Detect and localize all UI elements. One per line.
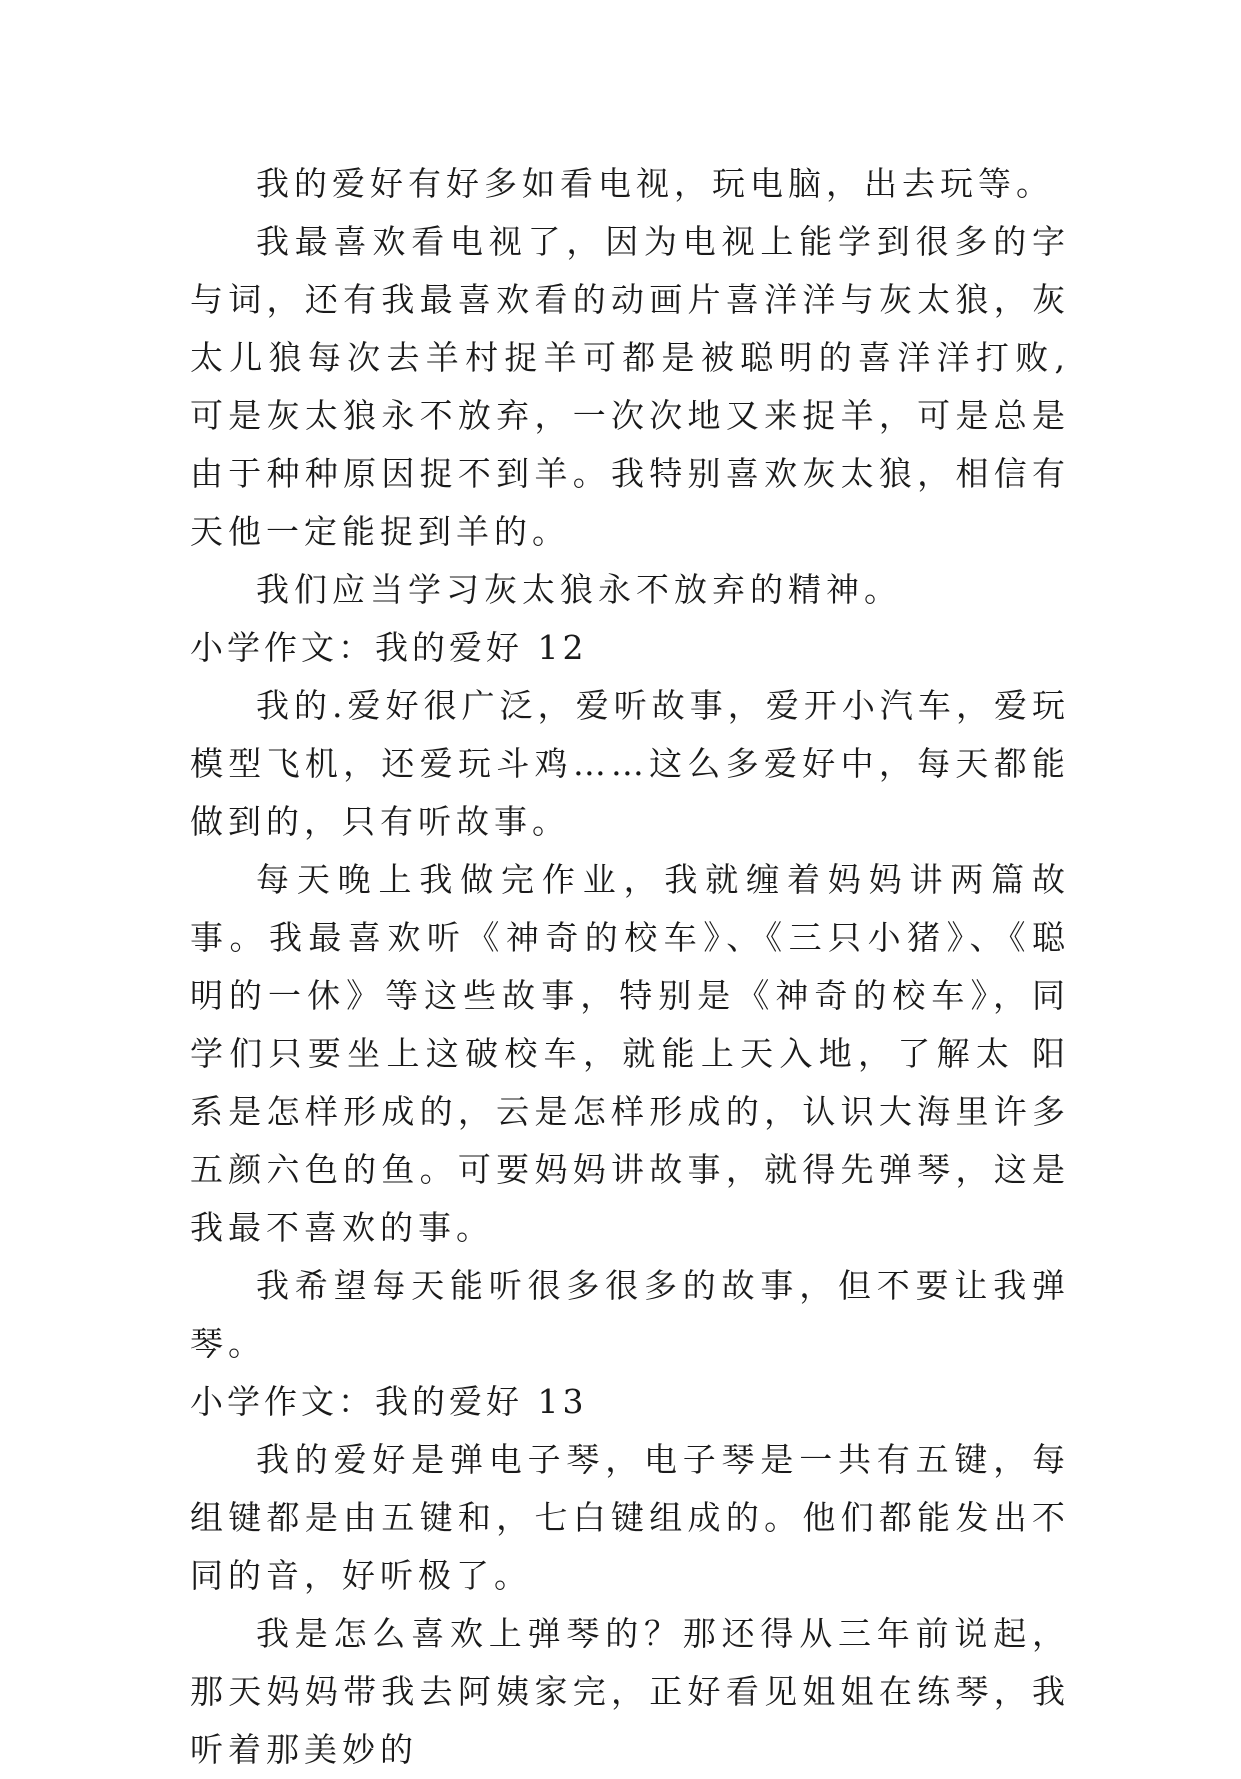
paragraph: 我是怎么喜欢上弹琴的？那还得从三年前说起，那天妈妈带我去阿姨家完，正好看见姐姐在练琴，我听着那美妙的 [190,1614,1070,1769]
section-heading: 小学作文：我的爱好 13 [190,1382,588,1421]
paragraph: 我的爱好有好多如看电视，玩电脑，出去玩等。 [256,164,1054,203]
paragraph: 我的爱好是弹电子琴，电子琴是一共有五键，每组键都是由五键和，七白键组成的。他们都能发出不同的音，好听极了。 [190,1440,1070,1595]
paragraph: 我的.爱好很广泛，爱听故事，爱开小汽车，爱玩模型飞机，还爱玩斗鸡……这么多爱好中，每天都能做到的，只有听故事。 [190,686,1070,841]
paragraph: 我希望每天能听很多很多的故事，但不要让我弹琴。 [190,1266,1070,1363]
paragraph: 我们应当学习灰太狼永不放弃的精神。 [256,570,902,609]
document-body [190,155,1070,1779]
section-heading: 小学作文：我的爱好 12 [190,628,588,667]
paragraph: 每天晚上我做完作业，我就缠着妈妈讲两篇故事。我最喜欢听《神奇的校车》、《三只小猪》、《聪明的一休》等这些故事，特别是《神奇的校车》，同学们只要坐上这破校车，就能上天入地，了解太 阳系是怎样形成的，云是怎样形成的，认识大海里许多五颜六色的鱼。可要妈妈讲故事，就得先弹琴，这是我最不喜欢的事。 [190,860,1070,1247]
paragraph: 我最喜欢看电视了，因为电视上能学到很多的字与词，还有我最喜欢看的动画片喜洋洋与灰太狼，灰太儿狼每次去羊村捉羊可都是被聪明的喜洋洋打败,可是灰太狼永不放弃，一次次地又来捉羊，可是总是由于种种原因捉不到羊。我特别喜欢灰太狼，相信有天他一定能捉到羊的。 [190,222,1070,551]
